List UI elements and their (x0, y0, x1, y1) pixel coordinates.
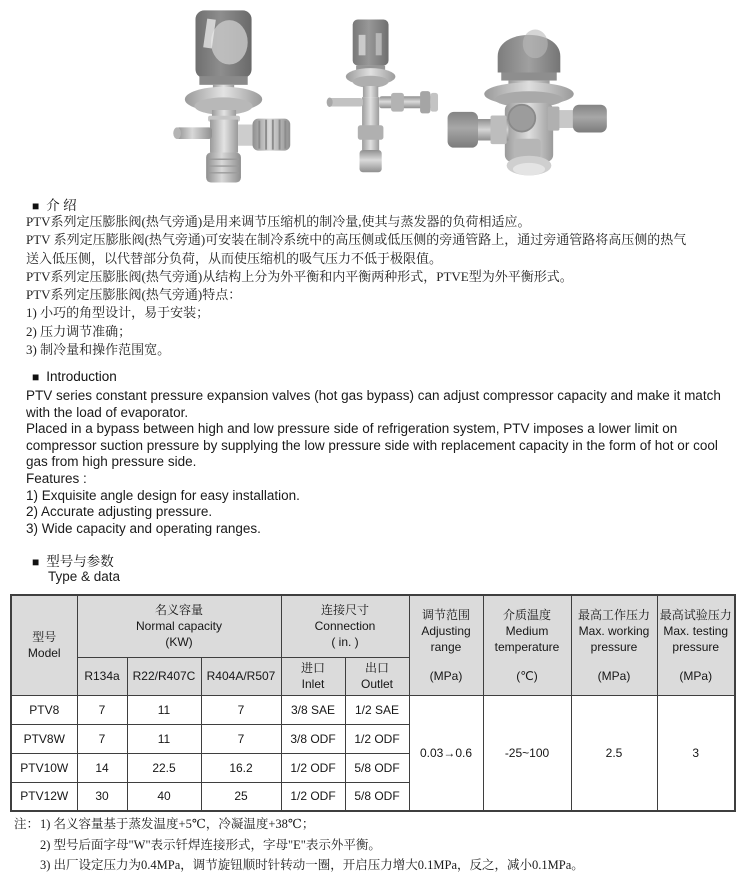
cell-r404a: 16.2 (201, 753, 281, 782)
cell-inlet: 3/8 SAE (281, 695, 345, 724)
cell-model: PTV10W (11, 753, 77, 782)
spec-table (10, 594, 736, 812)
cell-max-working-pressure: 2.5 (571, 695, 657, 811)
cell-inlet: 1/2 ODF (281, 782, 345, 811)
medium-label-cn: 介质温度 (502, 607, 551, 622)
cell-r134a: 14 (77, 753, 127, 782)
col-header-r404a-r507: R404A/R507 (201, 657, 281, 695)
cell-inlet: 1/2 ODF (281, 753, 345, 782)
paragraph-line: PTV系列定压膨胀阀(热气旁通)从结构上分为外平衡和内平衡两种形式，PTVE型为外平衡形式。 (26, 268, 573, 284)
cell-adjusting-range: 0.03→0.6 (409, 695, 483, 811)
valve-photo-1 (152, 4, 297, 186)
model-label-cn: 型号 (32, 630, 57, 645)
valve3-body (448, 103, 607, 175)
cell-r134a: 7 (77, 695, 127, 724)
paragraph: Placed in a bypass between high and low pressure side of refrigeration system, PTV imposes a lower limit on compressor suction pressure by supplying the low pressure side with replacement capacity in the form of hot or cool gas from high pressure side. (26, 421, 718, 470)
cell-r22: 22.5 (127, 753, 201, 782)
cell-r22: 40 (127, 782, 201, 811)
note-item (14, 835, 584, 856)
adjusting-label-cn: 调节范围 (421, 607, 470, 622)
working-label-cn: 最高工作压力 (577, 607, 650, 622)
medium-unit: (℃) (516, 668, 538, 683)
adjusting-label-en: Adjusting range (421, 623, 471, 654)
cell-medium-temperature: -25~100 (483, 695, 571, 811)
col-header-inlet (281, 657, 345, 695)
valve1-flange (185, 85, 262, 122)
section-marker: ■ (32, 199, 40, 213)
paragraph: PTV series constant pressure expansion valves (hot gas bypass) can adjust compressor capacity and make it match with the load of evaporator. (26, 388, 721, 420)
cell-r404a: 25 (201, 782, 281, 811)
product-photos (0, 0, 744, 192)
cell-r22: 11 (127, 695, 201, 724)
note-text: 3) 出厂设定压力为0.4MPa，调节旋钮顺时针转动一圈，开启压力增大0.1MPa，反之，减小0.1MPa。 (40, 858, 584, 873)
valve3-cap (498, 30, 561, 88)
working-unit: (MPa) (597, 668, 631, 683)
intro-cn-paragraphs (26, 213, 686, 359)
outlet-label-en: Outlet (360, 677, 393, 691)
note-label: 注： (14, 817, 40, 831)
note-text: 2) 型号后面字母"W"表示钎焊连接形式，字母"E"表示外平衡。 (40, 837, 381, 852)
valve1-body (173, 119, 290, 183)
col-group-connection (281, 595, 409, 657)
col-group-normal-capacity (77, 595, 281, 657)
col-header-max-working-pressure (571, 595, 657, 695)
section-heading-intro-cn (32, 194, 77, 214)
col-header-outlet (345, 657, 409, 695)
cell-r134a: 7 (77, 724, 127, 753)
section-heading-intro-en (32, 369, 117, 384)
valve2-body (327, 91, 438, 172)
feature-item-cn: 2) 压力调节准确； (26, 323, 132, 339)
testing-label-en: Max. testing pressure (663, 623, 729, 654)
intro-en-paragraphs (26, 388, 726, 537)
col-header-max-testing-pressure (657, 595, 735, 695)
section-title-cn: 型号与参数 (46, 554, 114, 569)
testing-label-cn: 最高试验压力 (659, 607, 732, 622)
paragraph-line: PTV系列定压膨胀阀(热气旁通)是用来调节压缩机的制冷量,使其与蒸发器的负荷相适应。 (26, 214, 531, 229)
valve1-cap (196, 10, 252, 84)
valve-photo-2 (316, 4, 444, 186)
feature-item: 1) Exquisite angle design for easy installation. (26, 487, 300, 503)
note-text: 1) 名义容量基于蒸发温度+5℃，冷凝温度+38℃； (40, 817, 315, 831)
inlet-label-cn: 进口 (300, 661, 325, 675)
testing-unit: (MPa) (679, 668, 713, 683)
feature-item-cn: 1) 小巧的角型设计，易于安装； (26, 305, 210, 321)
outlet-label-cn: 出口 (364, 661, 389, 675)
valve2-flange (346, 68, 395, 97)
feature-item: 3) Wide capacity and operating ranges. (26, 520, 261, 536)
col-header-medium-temperature (483, 595, 571, 695)
cell-model: PTV8W (11, 724, 77, 753)
adjusting-unit: (MPa) (429, 668, 463, 683)
cell-outlet: 5/8 ODF (345, 782, 409, 811)
connection-unit: ( in. ) (331, 635, 359, 650)
valve2-cap (353, 19, 389, 71)
cell-outlet: 1/2 SAE (345, 695, 409, 724)
inlet-label-en: Inlet (301, 677, 325, 691)
capacity-unit: (KW) (165, 635, 193, 650)
cell-r404a: 7 (201, 695, 281, 724)
section-title-en: Introduction (46, 369, 117, 384)
cell-model: PTV12W (11, 782, 77, 811)
connection-label-cn: 连接尺寸 (320, 603, 369, 618)
note-item (14, 814, 584, 835)
col-header-model (11, 595, 77, 695)
section-title-cn: 介 绍 (46, 198, 77, 213)
working-label-en: Max. working pressure (578, 623, 650, 654)
table-row (11, 695, 735, 724)
col-header-adjusting-range (409, 595, 483, 695)
feature-item-cn: 3) 制冷量和操作范围宽。 (26, 342, 171, 358)
capacity-label-en: Normal capacity (135, 619, 223, 634)
connection-label-en: Connection (314, 619, 376, 634)
cell-r404a: 7 (201, 724, 281, 753)
valve-photo-3 (444, 8, 614, 188)
paragraph-line: PTV 系列定压膨胀阀(热气旁通)可安装在制冷系统中的高压侧或低压侧的旁通管路上，通过旁通管路将高压侧的热气 (26, 232, 687, 248)
feature-item: 2) Accurate adjusting pressure. (26, 504, 213, 520)
section-heading-type-data (32, 550, 114, 570)
cell-model: PTV8 (11, 695, 77, 724)
cell-inlet: 3/8 ODF (281, 724, 345, 753)
footnotes (14, 814, 584, 876)
cell-r22: 11 (127, 724, 201, 753)
section-subtitle-en: Type & data (48, 569, 121, 584)
cell-max-testing-pressure: 3 (657, 695, 735, 811)
cell-outlet: 1/2 ODF (345, 724, 409, 753)
capacity-label-cn: 名义容量 (154, 603, 203, 618)
col-header-r22-r407c: R22/R407C (127, 657, 201, 695)
paragraph-line: 送入低压侧，以代替部分负荷，从而使压缩机的吸气压力不低于极限值。 (26, 250, 443, 266)
col-header-r134a: R134a (77, 657, 127, 695)
paragraph-line: PTV系列定压膨胀阀(热气旁通)特点： (26, 287, 242, 303)
medium-label-en: Medium temperature (494, 623, 560, 654)
cell-outlet: 5/8 ODF (345, 753, 409, 782)
section-marker: ■ (32, 370, 40, 384)
note-item (14, 855, 584, 876)
section-marker: ■ (32, 555, 40, 569)
model-label-en: Model (27, 646, 61, 661)
features-label: Features : (26, 470, 87, 486)
cell-r134a: 30 (77, 782, 127, 811)
